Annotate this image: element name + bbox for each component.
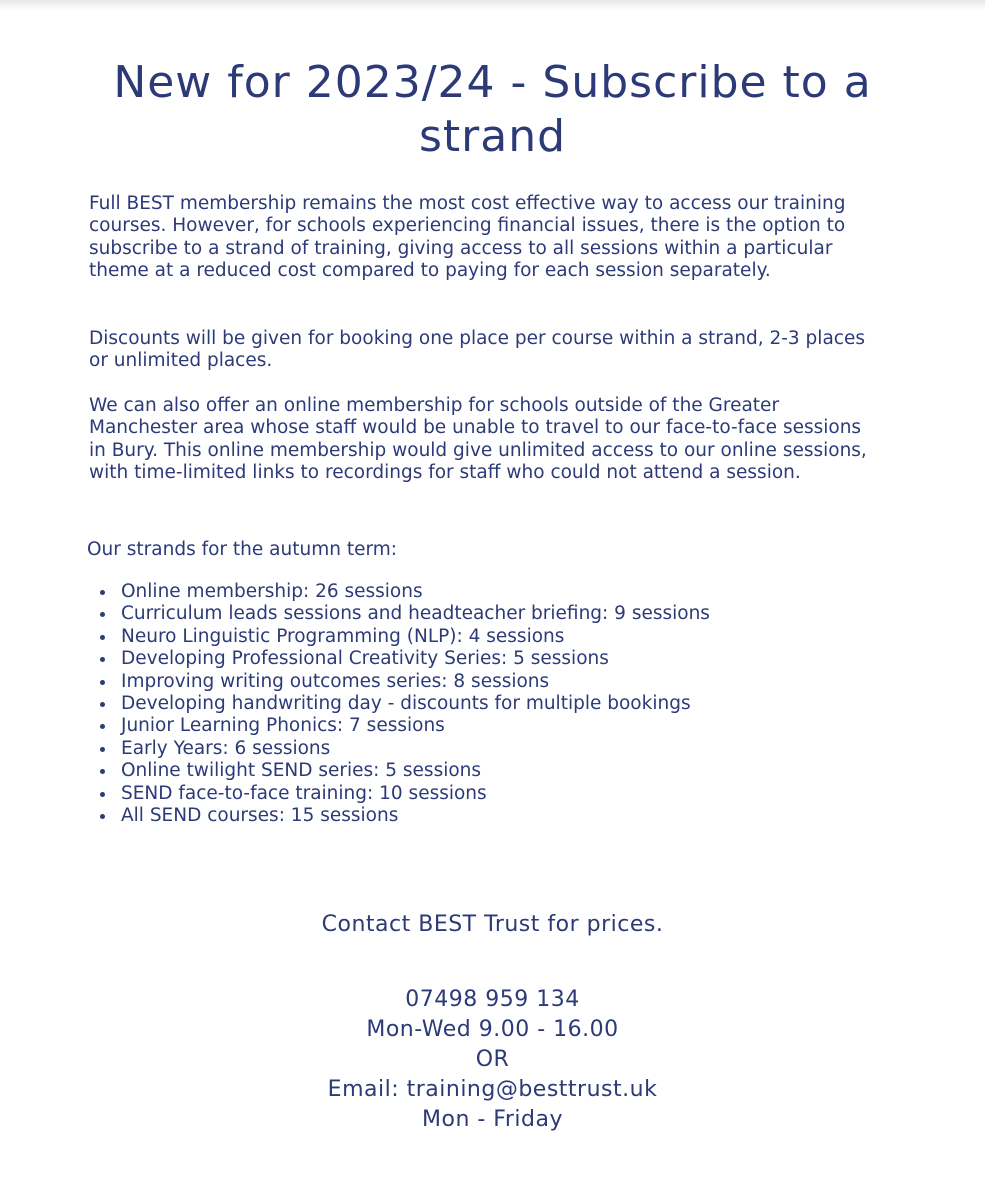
online-membership-paragraph: We can also offer an online membership for schools outside of the Greater Manchester area whose staff would be unable to travel to our face-to-face sessions in Bury. This online membership would give unlimited access to our online sessions, with time-limited links to recordings for staff who could not attend a session.: [89, 395, 867, 484]
strand-label: Developing handwriting day - discounts for multiple bookings: [121, 693, 691, 715]
strand-label: Online membership: 26 sessions: [121, 581, 423, 602]
list-item: [99, 715, 899, 737]
email-address: Email: training@besttrust.uk: [327, 1077, 658, 1102]
bullet-icon: [100, 747, 105, 752]
list-item: [99, 671, 899, 693]
discounts-paragraph: Discounts will be given for booking one place per course within a strand, 2-3 places or unlimited places.: [89, 328, 865, 372]
strand-list: [99, 581, 899, 827]
phone-number: 07498 959 134: [405, 987, 580, 1012]
list-item: [99, 738, 899, 760]
list-item: [99, 783, 899, 805]
strand-label: Junior Learning Phonics: 7 sessions: [121, 715, 445, 737]
list-item: [99, 805, 899, 827]
or-separator: OR: [475, 1047, 510, 1072]
bullet-icon: [100, 657, 105, 662]
strand-label: Improving writing outcomes series: 8 sessions: [121, 670, 550, 692]
strand-label: All SEND courses: 15 sessions: [121, 805, 399, 827]
strand-label: Curriculum leads sessions and headteacher briefing: 9 sessions: [121, 603, 710, 625]
strand-label: Neuro Linguistic Programming (NLP): 4 sessions: [121, 625, 565, 647]
bullet-icon: [100, 612, 105, 617]
list-item: [99, 693, 899, 715]
strands-heading: Our strands for the autumn term:: [87, 539, 397, 560]
contact-details: [60, 985, 925, 1135]
bullet-icon: [100, 814, 105, 819]
email-hours: Mon - Friday: [422, 1107, 563, 1132]
list-item: [99, 648, 899, 670]
bullet-icon: [100, 792, 105, 797]
strand-label: Developing Professional Creativity Series: 5 sessions: [121, 648, 609, 670]
bullet-icon: [100, 724, 105, 729]
bullet-icon: [100, 702, 105, 707]
strand-label: SEND face-to-face training: 10 sessions: [121, 782, 487, 804]
page-title: New for 2023/24 - Subscribe to a strand: [113, 57, 872, 162]
list-item: [99, 626, 899, 648]
bullet-icon: [100, 769, 105, 774]
contact-cta: Contact BEST Trust for prices.: [321, 912, 664, 937]
intro-paragraph: Full BEST membership remains the most cost effective way to access our training courses. However, for schools experiencing financial issues, there is the option to subscribe to a strand of training, giving access to all sessions within a particular theme at a reduced cost compared to paying for each session separately.: [89, 193, 846, 282]
bullet-icon: [100, 680, 105, 685]
strand-label: Online twilight SEND series: 5 sessions: [121, 760, 482, 782]
bullet-icon: [100, 590, 105, 595]
bullet-icon: [100, 635, 105, 640]
list-item: [99, 581, 899, 603]
list-item: [99, 760, 899, 782]
phone-hours: Mon-Wed 9.00 - 16.00: [366, 1017, 619, 1042]
strand-label: Early Years: 6 sessions: [121, 737, 331, 759]
list-item: [99, 603, 899, 625]
